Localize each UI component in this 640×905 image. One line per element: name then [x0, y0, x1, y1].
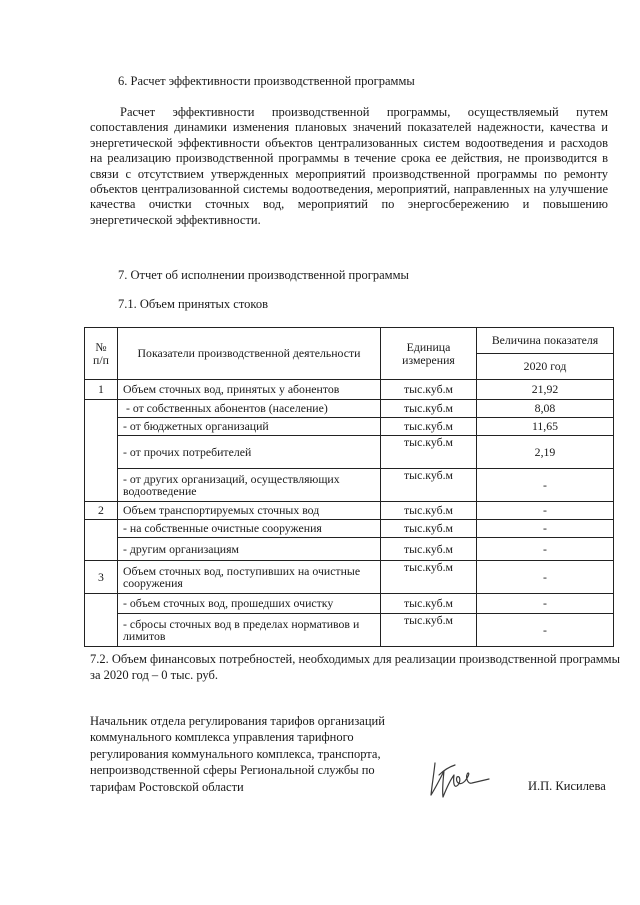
table-row	[85, 400, 614, 418]
table-row	[85, 594, 614, 614]
row-indicator: Объем сточных вод, поступивших на очистные сооружения	[118, 561, 381, 594]
row-value: 8,08	[477, 400, 614, 418]
row-indicator: - от прочих потребителей	[118, 436, 381, 469]
row-num: 3	[85, 561, 118, 594]
signatory-name: И.П. Кисилева	[528, 779, 606, 793]
header-value: Величина показателя	[477, 328, 614, 354]
row-value: 2,19	[477, 436, 614, 469]
row-indicator: - от бюджетных организаций	[118, 418, 381, 436]
row-unit: тыс.куб.м	[381, 380, 477, 400]
row-unit: тыс.куб.м	[381, 436, 477, 469]
row-indicator: - от других организаций, осуществляющих водоотведение	[118, 469, 381, 502]
section-6-paragraph: Расчет эффективности производственной программы, осуществляемый путем сопоставления динамики изменения плановых значений показателей надежности, качества и энергетической эффективности объектов централизованных систем водоотведения и расходов на реализацию производственной программы в течение срока ее действия, не производится в связи с отсутствием утвержденных мероприятий производственной программы по ремонту объектов централизованной системы водоотведения, мероприятий, направленных на улучшение качества очистки сточных вод, мероприятий по энергосбережению и повышению энергетической эффективности.	[90, 105, 608, 227]
row-unit: тыс.куб.м	[381, 418, 477, 436]
table-row	[85, 614, 614, 647]
row-value: -	[477, 520, 614, 538]
row-num	[85, 520, 118, 561]
row-indicator: - на собственные очистные сооружения	[118, 520, 381, 538]
table-row	[85, 469, 614, 502]
row-unit: тыс.куб.м	[381, 538, 477, 561]
table-header-row	[85, 328, 614, 354]
row-num	[85, 594, 118, 647]
row-indicator: Объем сточных вод, принятых у абонентов	[118, 380, 381, 400]
row-value: -	[477, 538, 614, 561]
table-row	[85, 380, 614, 400]
row-value: -	[477, 594, 614, 614]
row-value: -	[477, 614, 614, 647]
section-6-heading: 6. Расчет эффективности производственной программы	[118, 74, 415, 88]
table-row	[85, 418, 614, 436]
row-num	[85, 400, 118, 502]
row-indicator: - объем сточных вод, прошедших очистку	[118, 594, 381, 614]
row-unit: тыс.куб.м	[381, 520, 477, 538]
table-row	[85, 520, 614, 538]
table-row	[85, 436, 614, 469]
header-indicator: Показатели производственной деятельности	[118, 328, 381, 380]
header-year: 2020 год	[477, 354, 614, 380]
row-value: -	[477, 469, 614, 502]
section-7-1-heading: 7.1. Объем принятых стоков	[118, 297, 268, 311]
handwritten-signature	[427, 757, 499, 803]
row-indicator: - другим организациям	[118, 538, 381, 561]
section-7-heading: 7. Отчет об исполнении производственной программы	[118, 268, 409, 282]
wastewater-volume-table	[84, 327, 614, 647]
row-unit: тыс.куб.м	[381, 400, 477, 418]
header-num: № п/п	[85, 328, 118, 380]
row-value: -	[477, 561, 614, 594]
row-indicator: - от собственных абонентов (население)	[118, 400, 381, 418]
row-value: 21,92	[477, 380, 614, 400]
row-value: -	[477, 502, 614, 520]
row-num: 1	[85, 380, 118, 400]
table-row	[85, 561, 614, 594]
row-indicator: Объем транспортируемых сточных вод	[118, 502, 381, 520]
section-7-2-text: 7.2. Объем финансовых потребностей, необходимых для реализации производственной программы за 2020 год – 0 тыс. руб.	[90, 652, 620, 682]
signatory-position: Начальник отдела регулирования тарифов организаций коммунального комплекса управления тарифного регулирования коммунального комплекса, транспорта, непроизводственной сферы Региональной службы по тарифам Ростовской области	[90, 714, 385, 794]
row-unit: тыс.куб.м	[381, 469, 477, 502]
table-row	[85, 502, 614, 520]
row-unit: тыс.куб.м	[381, 502, 477, 520]
row-unit: тыс.куб.м	[381, 594, 477, 614]
row-value: 11,65	[477, 418, 614, 436]
row-num: 2	[85, 502, 118, 520]
header-unit: Единица измерения	[381, 328, 477, 380]
row-unit: тыс.куб.м	[381, 561, 477, 594]
row-unit: тыс.куб.м	[381, 614, 477, 647]
row-indicator: - сбросы сточных вод в пределах нормативов и лимитов	[118, 614, 381, 647]
table-row	[85, 538, 614, 561]
